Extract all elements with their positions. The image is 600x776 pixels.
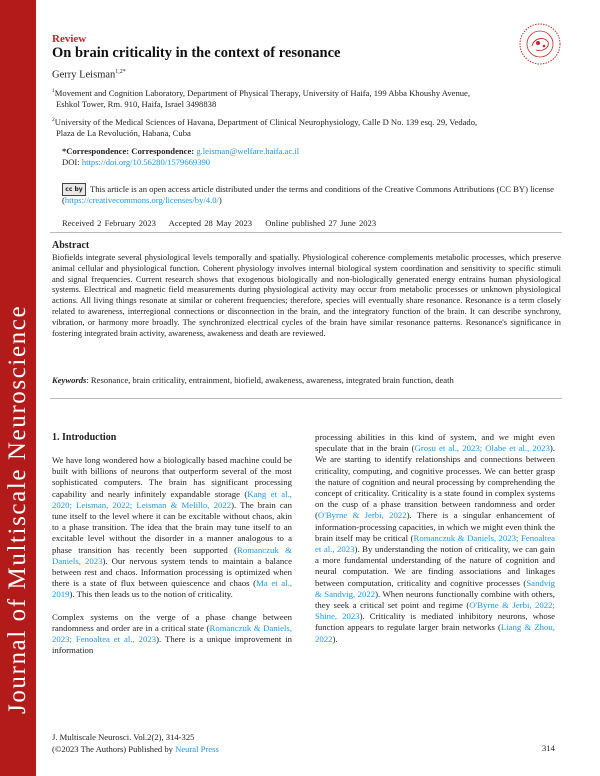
body-text: processing abilities in this kind of system, and we might even speculate that in the brain (: [315, 432, 555, 454]
body-text: ). Our nervous system tends to maintain a balance between rest and chaos. Information processing is optimized when there is a state of flux between quiescence and chaos (: [52, 555, 292, 589]
article-dates: [62, 218, 386, 228]
received-date: Received 2 February 2023: [62, 218, 156, 228]
body-text: ). Criticality is mediated inhibitory neurons, whose function appears to regulate larger brain networks (: [315, 611, 555, 633]
doi-link[interactable]: https://doi.org/10.56280/1579669390: [81, 157, 211, 167]
body-text: ).: [332, 633, 338, 644]
journal-sidebar: [0, 0, 36, 776]
footer-citation: J. Multiscale Neurosci. Vol.2(2), 314-325: [52, 732, 195, 742]
body-text: Complex systems on the verge of a phase change between randomness and order are in a critical state (: [52, 611, 292, 633]
section-heading: 1. Introduction: [52, 432, 117, 443]
author-sup: 1,2*: [115, 69, 126, 75]
author-name: Gerry Leisman: [52, 69, 116, 81]
body-text: ). The brain can tune itself to the level where it can be excitable without chaos, akin to a phase transition. The idea that the brain may tune itself to an excitable level without the disorder in a manner analogous to a phase transition has recently been supported (: [52, 499, 292, 555]
publisher-link[interactable]: Neural Press: [175, 744, 219, 754]
citation-link[interactable]: Romanczuk & Daniels, 2023; Fenoaltea et al., 2023: [315, 532, 555, 555]
accepted-date: Accepted 28 May 2023: [168, 218, 253, 228]
citation-link[interactable]: O'Byrne & Jerbi, 2022; Shine, 2023: [315, 600, 555, 622]
author-line: [52, 69, 126, 81]
published-date: Online published 27 June 2023: [265, 218, 377, 228]
citation-link[interactable]: Sandvig & Sandvig, 2022: [315, 577, 555, 599]
body-text: ). There is a singular enhancement of information-processing capacities, in which we might even think the brain itself may be critical (: [315, 510, 555, 543]
paragraph: [52, 612, 292, 657]
body-text: ). This then leads us to the notion of criticality.: [69, 589, 233, 600]
body-text: ). By understanding the notion of criticality, we can gain a more fundamental understanding of the nature of cognition and neural computation. We are finding associations and linkages between computation, criticality and cognitive processes (: [315, 544, 555, 588]
article-type: Review: [52, 33, 87, 45]
body-text: We have long wondered how a biologically based machine could be built with billions of neurons that outperform several of the most sophisticated computers. The brain has significant processing capability and nearly infinitely expandable storage (: [52, 455, 292, 499]
body-text: ). When neurons functionally combine with others, they seek a critical set point and regime (: [315, 588, 555, 611]
abstract-text: Biofields integrate several physiological levels temporally and spatially. Physiological coherence complements metabolic processes, which preserve animal cellular and physiological function. Coherent physiology involves internal biological system coordination and sensitivity to specific stimuli and signal frequencies. Current research shows that exogenous biologically and non-biologically generated energy entrains human physiological systems. Electrical and magnetic field measurements during physiological activity may occur from metabolic processes or unknown physiological actions. All living things resonate at similar or coherent frequencies; therefore, species will eventually share resonance. Resonance is a term closely related to awareness, interregional connections or disconnection in the brain, and the integratory function of the brain. It can describe synchrony, vibration, or harmony more broadly. The synchronized electrical cycles of the brain have similar resonance patterns. Resonance's significance in fostering integrated brain activity, awareness, awakeness and death are reviewed.: [52, 252, 561, 338]
license-statement: This article is an open access article distributed under the terms and conditions of the Creative Commons Attributions (CC BY) license (https://creativecommons.org/licenses/by/4.0/): [62, 184, 554, 205]
affiliation-1: $^1$Movement and Cognition Laboratory, Department of Physical Therapy, University of Haifa, 199 Abba Khoushy Avenue, Eshkol Tower, Rm. 910, Haifa, Israel 3498838: [52, 87, 471, 109]
correspondence-email-link[interactable]: g.leisman@welfare.haifa.ac.il: [196, 146, 300, 156]
citation-link[interactable]: Grosu et al., 2023; Olabe et al., 2023: [414, 443, 550, 454]
neural-press-seal-icon: [518, 22, 562, 66]
abstract-heading: Abstract: [52, 240, 90, 251]
body-text: ). There is a unique improvement in information: [52, 634, 293, 656]
body-text: ). We are starting to identify relationships and connections between criticality, computing, and cognitive processes. We can better grasp the nature of cognition and neural processing by comprehending the concept of criticality. Criticality is a state found in complex systems on the cusp of a phase transition between randomness and order (: [315, 443, 555, 521]
license-link[interactable]: https://creativecommons.org/licenses/by/4.0/: [64, 195, 219, 205]
keywords: Keywords: Resonance, brain criticality, entrainment, biofield, awakeness, awareness, integrated brain function, death: [52, 375, 454, 385]
affiliation-2: $^2$University of the Medical Sciences of Havana, Department of Clinical Neurophysiology, Calle D No. 139 esq. 29, Vedado, Plaza de La Revolución, Habana, Cuba: [52, 116, 478, 138]
cc-by-license-icon: cc by: [62, 183, 86, 196]
footer-copyright: (©2023 The Authors) Published by: [52, 744, 173, 754]
citation-link[interactable]: Romanczuk & Daniels, 2023; Fenoaltea et al., 2023: [52, 622, 292, 645]
paragraph: [315, 432, 555, 645]
article-title: On brain criticality in the context of resonance: [52, 45, 341, 61]
divider: [50, 232, 562, 233]
correspondence: *Correspondence: Correspondence: g.leisman@welfare.haifa.ac.il DOI: https://doi.org/10.56280/1579669390: [62, 146, 300, 167]
body-column-left: [52, 455, 292, 656]
footer: [52, 731, 219, 755]
citation-link[interactable]: Liang & Zhou, 2022: [315, 622, 555, 644]
journal-name: Journal of Multiscale Neuroscience: [4, 304, 31, 714]
doi-label: DOI:: [62, 157, 80, 167]
paragraph: [52, 455, 292, 601]
citation-link[interactable]: O'Byrne & Jerbi, 2022: [317, 510, 407, 521]
body-column-right: [315, 432, 555, 645]
citation-link[interactable]: Ma et al., 2019: [52, 578, 292, 600]
page-number: 314: [542, 743, 555, 753]
citation-link[interactable]: Kang et al., 2020; Leisman, 2022; Leisman & Melillo, 2022: [52, 488, 292, 510]
divider: [50, 398, 562, 399]
citation-link[interactable]: Romanczuk & Daniels, 2023: [52, 544, 292, 566]
